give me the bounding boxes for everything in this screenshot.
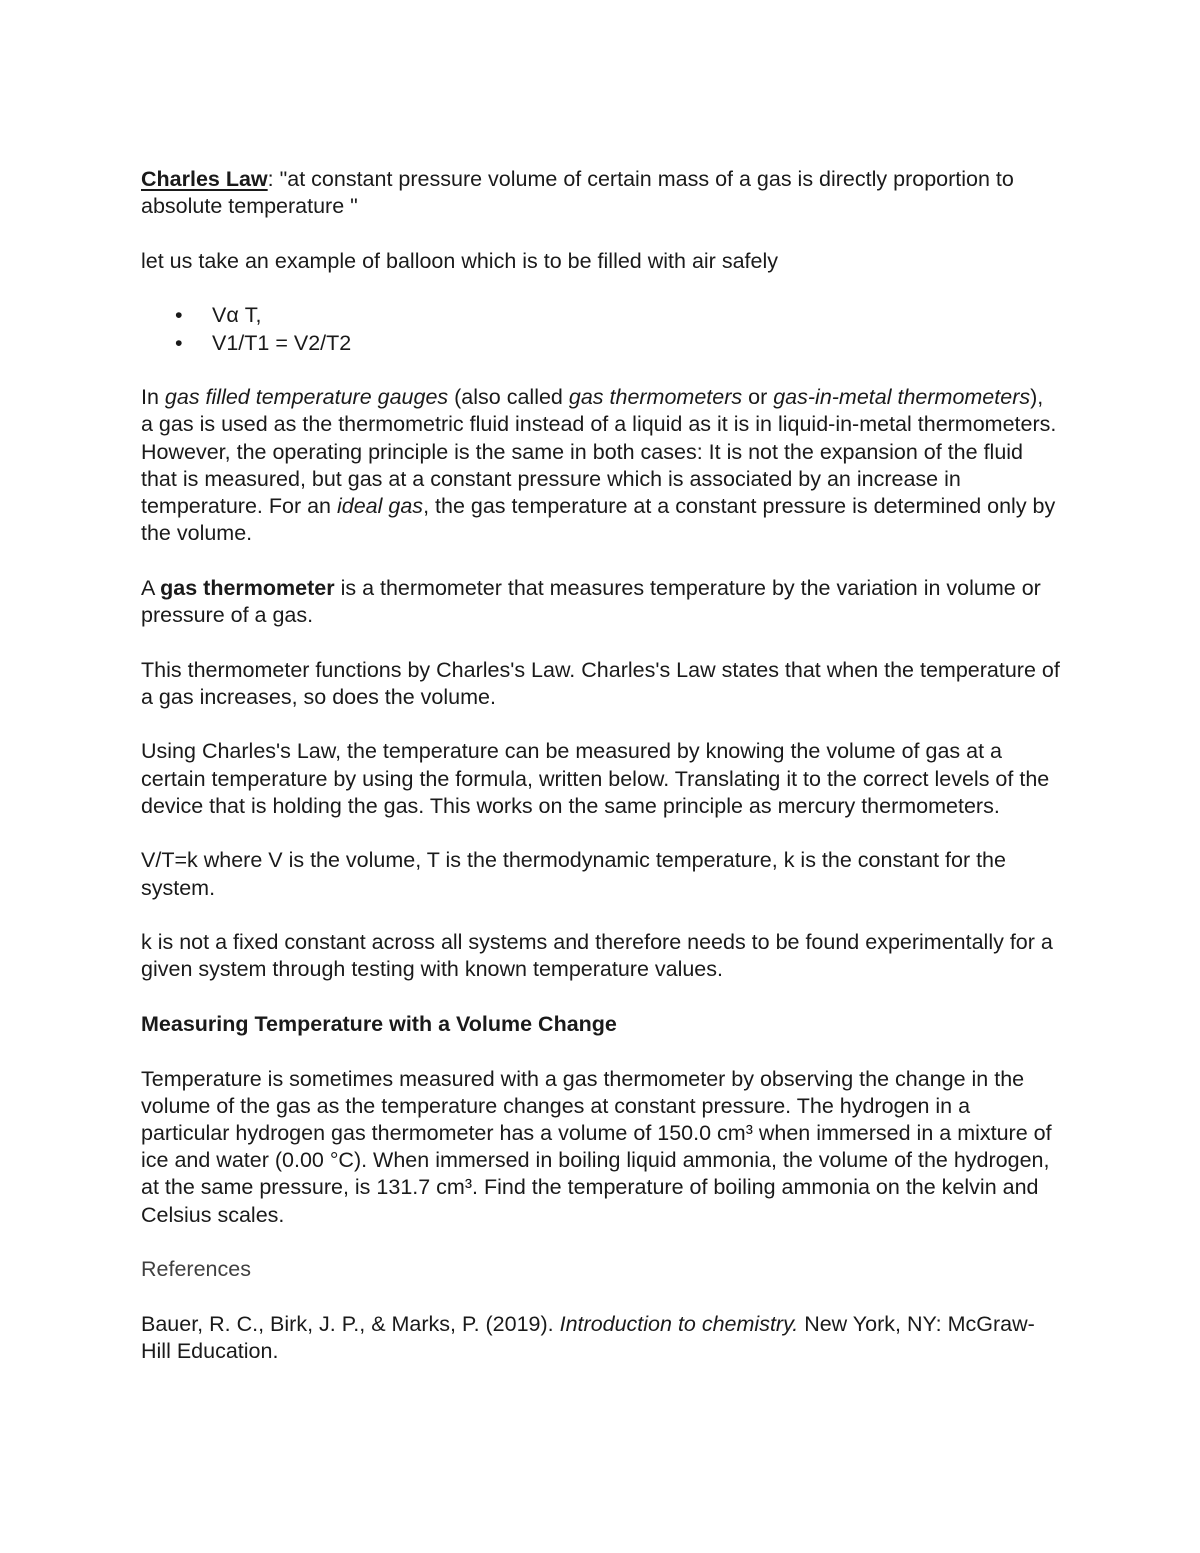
citation-title: Introduction to chemistry. — [559, 1311, 799, 1336]
document-page — [141, 166, 1061, 1365]
definition-paragraph — [141, 166, 1061, 220]
problem-paragraph: Temperature is sometimes measured with a gas thermometer by observing the change in the volume of the gas as the temperature changes at constant pressure. The hydrogen in a particular hydrogen gas thermometer has a volume of 150.0 cm³ when immersed in a mixture of ice and water (0.00 °C). When immersed in boiling liquid ammonia, the volume of the hydrogen, at the same pressure, is 131.7 cm³. Find the temperature of boiling ammonia on the kelvin and Celsius scales. — [141, 1066, 1052, 1227]
bullet-item — [141, 330, 1061, 357]
text-run: (also called — [448, 385, 569, 410]
using-paragraph: Using Charles's Law, the temperature can be measured by knowing the volume of gas at a certain temperature by using the formula, written below. Translating it to the correct levels of the device that is holding the gas. This works on the same principle as mercury thermometers. — [141, 739, 1050, 818]
gauge-paragraph — [141, 384, 1061, 547]
k-paragraph: k is not a fixed constant across all systems and therefore needs to be found experimentally for a given system through testing with known temperature values. — [141, 930, 1053, 982]
bullet-text: Vα T, — [212, 303, 262, 328]
italic-term: gas thermometers — [568, 385, 743, 410]
section-heading: Measuring Temperature with a Volume Change — [141, 1011, 617, 1036]
citation-publisher: New York, NY: McGraw-Hill Education. — [141, 1311, 1035, 1363]
italic-term: gas filled temperature gauges — [164, 385, 449, 410]
text-run: or — [742, 385, 774, 410]
gas-thermometer-paragraph — [141, 575, 1061, 629]
bullet-marker: • — [175, 330, 183, 355]
definition-text: "at constant pressure volume of certain mass of a gas is directly proportion to absolute temperature " — [141, 167, 1014, 219]
citation-authors: Bauer, R. C., Birk, J. P., & Marks, P. (2019). — [141, 1311, 560, 1336]
bullet-text: V1/T1 = V2/T2 — [212, 330, 352, 355]
formula-paragraph: V/T=k where V is the volume, T is the thermodynamic temperature, k is the constant for the system. — [141, 848, 1006, 900]
text-run: A — [141, 575, 161, 600]
italic-term: gas-in-metal thermometers — [773, 385, 1031, 410]
bold-term: gas thermometer — [160, 575, 335, 600]
text-run: ), a gas is used as the thermometric fluid instead of a liquid as it is in liquid-in-metal thermometers. However, the operating principle is the same in both cases: It is not the expansion of the fluid that is measured, but gas at a constant pressure which is associated by an increase in temperature. For an — [141, 385, 1057, 518]
formula-bullet-list — [141, 302, 1061, 356]
functions-paragraph: This thermometer functions by Charles's Law. Charles's Law states that when the temperature of a gas increases, so does the volume. — [141, 657, 1060, 709]
text-run: In — [141, 385, 165, 410]
text-run: , the gas temperature at a constant pressure is determined only by the volume. — [141, 494, 1056, 546]
references-heading: References — [141, 1257, 251, 1282]
bullet-marker: • — [175, 303, 183, 328]
bullet-item — [141, 302, 1061, 329]
italic-term: ideal gas — [336, 494, 424, 518]
text-run: is a thermometer that measures temperature by the variation in volume or pressure of a gas. — [141, 575, 1041, 627]
example-intro: let us take an example of balloon which is to be filled with air safely — [141, 248, 778, 273]
charles-law-term: Charles Law — [141, 167, 268, 191]
definition-colon: : — [267, 167, 274, 191]
reference-citation — [141, 1311, 1061, 1365]
